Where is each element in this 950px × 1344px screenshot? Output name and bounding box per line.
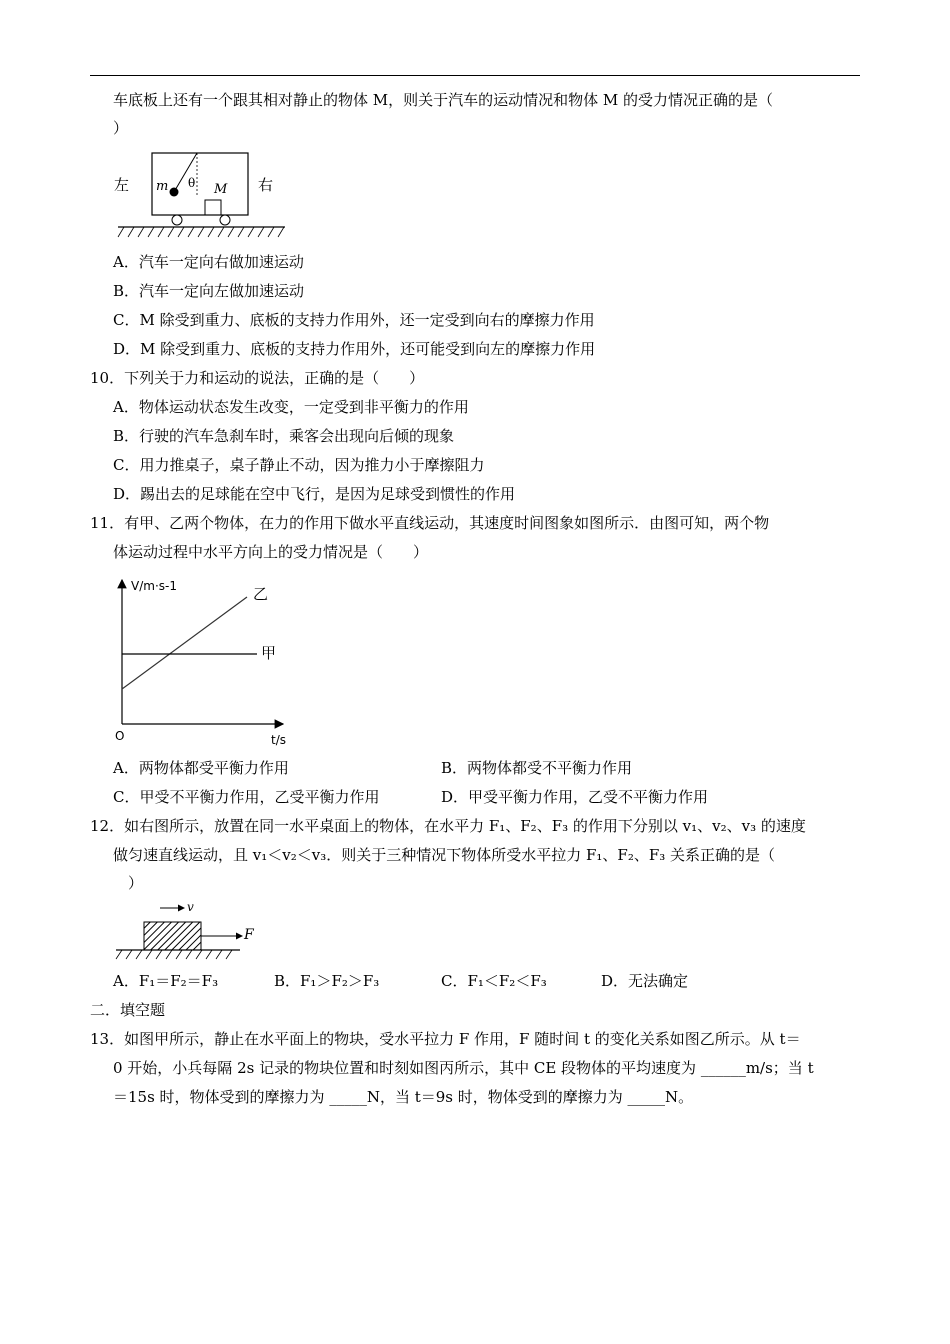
line-jia-label: 甲 — [261, 644, 277, 662]
right-label: 右 — [258, 176, 274, 194]
q9-line2: ） — [113, 119, 129, 137]
line-yi — [122, 597, 247, 689]
section-title: 二．填空题 — [90, 1001, 166, 1019]
q10-option-c: C．用力推桌子，桌子静止不动，因为推力小于摩擦阻力 — [113, 456, 485, 474]
pendulum-ball — [170, 188, 179, 197]
x-axis-label: t/s — [271, 733, 286, 747]
table-hatch — [116, 950, 232, 959]
wheel-right — [220, 215, 230, 225]
q13-line1: 13．如图甲所示，静止在水平面上的物块，受水平拉力 F 作用，F 随时间 t 的变化关系如图乙所示。从 t＝ — [90, 1030, 801, 1048]
wheel-left — [172, 215, 182, 225]
q10-option-a: A．物体运动状态发生改变，一定受到非平衡力的作用 — [113, 398, 469, 416]
q12-option-d: D．无法确定 — [601, 972, 689, 990]
q11-option-d: D．甲受平衡力作用，乙受不平衡力作用 — [441, 788, 709, 806]
left-label: 左 — [114, 176, 130, 194]
q12-option-c: C．F₁＜F₂＜F₃ — [441, 972, 547, 990]
q11-option-c: C．甲受不平衡力作用，乙受平衡力作用 — [113, 788, 380, 806]
q11-option-a: A．两物体都受平衡力作用 — [113, 759, 289, 777]
q12-line2: 做匀速直线运动，且 v₁＜v₂＜v₃．则关于三种情况下物体所受水平拉力 F₁、F₂、F₃ 关系正确的是（ — [113, 846, 776, 864]
velocity-label: v — [187, 900, 194, 914]
ball-label: m — [156, 179, 169, 194]
q9-option-c: C．M 除受到重力、底板的支持力作用外，还一定受到向右的摩擦力作用 — [113, 311, 595, 329]
q9-option-a: A．汽车一定向右做加速运动 — [113, 253, 304, 271]
q10-stem: 10．下列关于力和运动的说法，正确的是（ ） — [90, 369, 425, 387]
line-yi-label: 乙 — [253, 585, 269, 603]
q9-line1: 车底板上还有一个跟其相对静止的物体 M，则关于汽车的运动情况和物体 M 的受力情况正确的是（ — [113, 91, 774, 109]
q11-line1: 11．有甲、乙两个物体，在力的作用下做水平直线运动，其速度时间图象如图所示．由图可知，两个物 — [90, 514, 770, 532]
q12-line1: 12．如右图所示，放置在同一水平桌面上的物体，在水平力 F₁、F₂、F₃ 的作用下分别以 v₁、v₂、v₃ 的速度 — [90, 817, 806, 835]
hatched-block — [144, 922, 201, 950]
angle-label: θ — [188, 176, 196, 190]
origin-label: O — [115, 729, 125, 743]
ground-hatch — [118, 227, 284, 237]
y-axis-label: V/m·s-1 — [131, 579, 177, 593]
q13-line2: 0 开始，小兵每隔 2s 记录的物块位置和时刻如图丙所示，其中 CE 段物体的平均速度为 ______m/s；当 t — [113, 1059, 814, 1077]
q9-option-d: D．M 除受到重力、底板的支持力作用外，还可能受到向左的摩擦力作用 — [113, 340, 596, 358]
q11-line2: 体运动过程中水平方向上的受力情况是（ ） — [113, 543, 429, 561]
q12-option-b: B．F₁＞F₂＞F₃ — [274, 972, 380, 990]
q12-option-a: A．F₁＝F₂＝F₃ — [113, 972, 219, 990]
force-label: F — [244, 927, 254, 943]
q12-block-figure — [110, 898, 270, 964]
block-label: M — [214, 182, 228, 197]
q11-option-b: B．两物体都受不平衡力作用 — [441, 759, 633, 777]
q10-option-b: B．行驶的汽车急刹车时，乘客会出现向后倾的现象 — [113, 427, 455, 445]
block-M — [205, 200, 221, 215]
q9-option-b: B．汽车一定向左做加速运动 — [113, 282, 305, 300]
q13-line3: ＝15s 时，物体受到的摩擦力为 _____N，当 t＝9s 时，物体受到的摩擦力为 _____N。 — [113, 1088, 694, 1106]
q12-line3: ） — [128, 874, 144, 892]
q10-option-d: D．踢出去的足球能在空中飞行，是因为足球受到惯性的作用 — [113, 485, 516, 503]
q11-vt-graph — [105, 570, 305, 750]
q9-cart-figure — [110, 145, 290, 245]
header-rule — [90, 75, 860, 76]
